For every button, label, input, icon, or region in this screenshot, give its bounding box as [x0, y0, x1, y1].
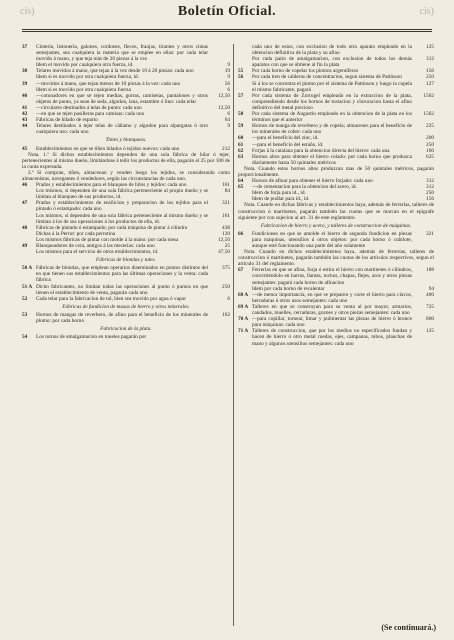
entry-number: 43 — [22, 117, 28, 124]
entry-number: 46 — [22, 182, 28, 189]
entry-number: 65 — [238, 184, 244, 191]
tariff-entry — [22, 146, 230, 152]
page-title: Boletín Oficial. — [177, 4, 277, 19]
entry-text: Por cada sistema de Zorrogel empleado en la extraccion de la plata, comprendiendo desde los hornos de tostacion y cloruracion hasta el afino definitivo del metal precioso — [252, 92, 412, 111]
entry-text: —en que se tejen pasilleras para camisas: cada uno — [36, 111, 145, 118]
tariff-entry — [238, 44, 434, 56]
tariff-entry — [238, 292, 434, 304]
tariff-entry — [238, 81, 434, 93]
entry-amount: 321 — [222, 200, 230, 207]
entry-number: 57 — [238, 92, 244, 99]
tariff-entry — [238, 328, 434, 346]
entry-text: Por cada horno de copelar los plomos argentíferos — [252, 68, 359, 75]
entry-text: —para el beneficio del zinc, id. — [252, 135, 319, 142]
entry-amount: 9 — [227, 62, 230, 69]
entry-amount: 156 — [426, 68, 434, 75]
entry-amount: 9 — [227, 74, 230, 81]
tariff-entry — [22, 312, 230, 324]
entry-amount: 84 — [224, 188, 230, 195]
tariff-entry — [238, 154, 434, 166]
section-heading: Tintes y blanqueos. — [105, 137, 147, 144]
entry-number: 40 — [22, 92, 28, 99]
entry-text: —para copillar, tornear, limar y pulimentar las piezas de hierro ó bronce para máquinas: cada uno — [252, 316, 412, 329]
entry-number: 64 — [238, 178, 244, 185]
entry-amount: 160 — [426, 147, 434, 154]
note-paragraph: Nota. Cuando en dichos establecimientos haya, además de ferrerías, talleres de construccion ó martinetes, pagarán también las cuotas de los artículos respectivos, segun el artículo 31 del reglamento. — [238, 249, 434, 268]
entry-amount: 64 — [224, 117, 230, 124]
entry-number: 53 — [22, 311, 28, 318]
header-ghost-right: cis) — [419, 6, 434, 17]
entry-number: 44 — [22, 123, 28, 130]
tariff-entry — [238, 111, 434, 123]
entry-text: Idem si es movido por otra cualquiera fuerza, id. — [36, 74, 139, 81]
entry-amount: 312 — [426, 184, 434, 191]
page-header — [20, 4, 434, 26]
entry-text: Fábricas de blondas, que emplean operarios diseminados en puntos distintos del en que tienen sus establecimientos para las últimas operaciones y la venta: cada fábrica — [36, 265, 208, 284]
entry-amount: 438 — [222, 224, 230, 231]
entry-text: Por cada patio de amalgamacion, con exclusion de todos los demás aparatos con que se obtiene al fin la plata — [252, 56, 412, 69]
entry-text: Idem si es movido por otra cualquiera fuerza — [36, 86, 131, 93]
entry-text: —de cementacion para la obtencion del acero, id. — [252, 184, 357, 191]
entry-text: Establecimientos en que se tiñen hilados ó tejidos nuevos: cada uno — [36, 145, 180, 152]
entry-amount: 161 — [222, 182, 230, 189]
top-rule-2 — [22, 31, 432, 32]
tariff-entry — [238, 93, 434, 111]
entry-number: 63 — [238, 153, 244, 160]
entry-amount: 19 — [224, 68, 230, 75]
entry-amount: 161 — [222, 212, 230, 219]
entry-number: 37 — [22, 44, 28, 50]
entry-number: 66 — [238, 230, 244, 237]
tariff-entry — [22, 123, 230, 135]
entry-text: Hornos de mangas de reverbero, de afino para el beneficio de los minerales de plomo: por cada horno — [36, 311, 208, 325]
entry-text: Prados y establecimientos para el blanqueo de hilos y tejidos: cada uno — [36, 182, 187, 189]
entry-text: Los mismos fábricas de pintar con molde á la mano: por cada mesa — [36, 236, 179, 243]
entry-number: 70 A — [238, 316, 249, 323]
left-column — [22, 44, 230, 624]
entry-amount: 312 — [426, 56, 434, 63]
entry-text: —cotonadores en que se tejen medias, gorras, camisetas, pantalones y otros objetos de punto, ya sean de seda, algodon, lana, estambre ó lino: cada telar — [36, 92, 208, 105]
entry-text: Fábricas de hilado de esparto — [36, 117, 98, 124]
entry-text: Forjas á la catalana para la obtencion directa del hierro: cada una — [252, 147, 390, 154]
entry-number: 54 — [22, 334, 28, 341]
entry-number: 68 A — [238, 291, 249, 298]
section-heading: Fabricacion de la plata. — [100, 326, 152, 333]
tariff-entry — [238, 316, 434, 328]
entry-number: 48 — [22, 224, 28, 231]
entry-text: Idem el movido por cualquiera otra fuerza, id. — [36, 62, 134, 69]
tariff-entry — [238, 123, 434, 135]
entry-amount: 12,50 — [218, 236, 230, 243]
entry-text: Blanqueadores de cera, amigos á las mecerías: cada uno — [36, 243, 155, 249]
entry-amount: 250 — [426, 190, 434, 197]
entry-text: Si á los se concentra el plomo por el sistema de Pattinson y luego la copela el mismo fabricante, pagará — [252, 80, 412, 93]
entry-amount: 200 — [426, 135, 434, 142]
entry-number: 62 — [238, 147, 244, 154]
entry-text: —para el beneficio del estaño, id. — [252, 141, 324, 148]
entry-text: Los mismos, si dependen de una sola fábrica perteneciente al mismo dueño y se limitan á los de sus operaciones á los productos de ella, id. — [36, 212, 208, 225]
entry-text: Telares movidos á mano, que tejan á la vez desde 10 á 20 piezas: cada uno — [36, 68, 194, 75]
entry-text: Talleres de construccion, que por los medios no especificados fundan y hacen de hierro ó otro metal ruedas, ejes, campanas, tubos, planchas de mano y algunos utensilios semejantes: cada uno — [252, 328, 412, 347]
entry-number: 55 — [238, 68, 244, 75]
entry-number: 71 A — [238, 328, 249, 335]
entry-amount: 250 — [222, 283, 230, 290]
entry-text: —movidos á mano, que tejan menos de 10 piezas á la vez: cada uno — [36, 80, 181, 87]
tariff-entry — [22, 296, 230, 302]
note-paragraph: Nota. 1.ª Si dichos establecimientos dependen de una sola fábrica de hilar ó tejer, pertenecientes al mismo dueño, limitándose á teñir los productos de ella, pagarán el 25 por 100 de la cuota expresada. — [22, 151, 230, 170]
entry-text: Los mismos para el servicio de otros establecimientos, id. — [36, 249, 159, 256]
entry-text: Fábricas de pintado ó estampado; por cada máquina de pintar á cilindro — [36, 224, 188, 231]
entry-text: Ferrerías en que se afina, forja ó estira el hierro con martinetes ó cilindros, convirtiéndolo en barras, llantas, tochos, chapas, flejes, aros y otros piezas semejantes: pagará cada horno de afinacion — [252, 267, 412, 286]
entry-amount: 1562 — [423, 92, 434, 99]
tariff-entry — [22, 93, 230, 105]
entry-amount: 120 — [222, 230, 230, 237]
entry-number: 42 — [22, 111, 28, 118]
entry-text: —de menor importancia, en que se preparen y corte el hierro para clavos, herraduras ú otros usos semejantes: cada uno — [252, 291, 412, 304]
entry-text: Cintería, listonería, galones, cordones, flecos, franjas, tirantes y otros cintas semejantes, sea cualquiera la materia que se emplee en ellas: por cada telar movido á mano, y que teja más de 20 piezas á la vez — [36, 44, 208, 63]
entry-amount: 800 — [426, 316, 434, 323]
entry-number: 69 A — [238, 303, 249, 310]
entry-text: Idem de pudlar para id., id. — [252, 196, 310, 203]
entry-text: Telares destinados á tejer telas de cáñamo y algodon para alpargatas ú otro cualquiera uso: cada uno — [36, 123, 208, 136]
tariff-entry — [22, 200, 230, 212]
entry-number: 47 — [22, 200, 28, 207]
entry-amount: 375 — [222, 265, 230, 272]
entry-number: 50 A — [22, 265, 33, 272]
header-ghost-left: cis) — [20, 6, 35, 17]
entry-amount: 400 — [426, 291, 434, 298]
entry-text: Hornos altos para obtener el hierro colado: por cada horno que produzca diariamente hasta 50 quintales métricos — [252, 153, 412, 166]
top-rule — [22, 29, 432, 30]
entry-text: Talleres en que se construyan para su venta al por mayor, armarios, candados, muelles, cerraduras, goznes y otros piezas semejantes: cada uno — [252, 303, 412, 317]
entry-text: Dichas á la Perrot: por cada perrotina — [36, 230, 116, 237]
tariff-entry — [22, 213, 230, 225]
entry-amount: 1562 — [423, 111, 434, 118]
tariff-entry — [22, 44, 230, 62]
tariff-entry — [238, 304, 434, 316]
entry-number: 52 — [22, 295, 28, 302]
tariff-entry — [22, 334, 230, 340]
continued-note: (Se continuará.) — [381, 623, 436, 632]
tariff-entry — [22, 188, 230, 200]
entry-text: Los tornos de amalgamacion en toneles pagarán por — [36, 334, 147, 341]
note-paragraph: 2.ª Si compran, tiñen, almacenan y venden luego los tejidos, se considerarán como almacenistas, navegantes ó vendedores, según las circunstancias de cada uno. — [22, 169, 230, 182]
entry-text: Idem por cada horno de recalentar — [252, 285, 325, 292]
section-heading: Fábricas de blondas y tules. — [96, 257, 156, 264]
entry-text: Dicho fabricantes, no limitan todas las operaciones al punto ó puntos en que tienen el establecimiento de venta, pagarán cada uno — [36, 283, 208, 296]
entry-number: 61 — [238, 141, 244, 148]
right-column — [238, 44, 434, 624]
entry-amount: 225 — [426, 123, 434, 130]
entry-amount: 125 — [426, 44, 434, 50]
entry-amount: 12,50 — [218, 104, 230, 111]
entry-amount: 6 — [227, 295, 230, 302]
entry-number: 67 — [238, 267, 244, 274]
entry-text: Los mismos, si dependen de una sola fábrica perteneciente al propio dueño y se limitan al blanqueo de sus productos, id. — [36, 188, 208, 201]
entry-amount: 725 — [426, 303, 434, 310]
entry-amount: 125 — [426, 328, 434, 335]
entry-amount: 47,50 — [218, 249, 230, 256]
tariff-entry — [238, 231, 434, 249]
tariff-entry — [22, 284, 230, 296]
entry-amount: 9 — [227, 123, 230, 130]
entry-text: Fundiciones en que se amolde el hierro de segunda fundicion en piezas para máquinas, utensilios ú otros objetos: por cada horno ó cubilote, aunque esté funcionando una parte del año solamente — [252, 230, 412, 249]
entry-amount: 56 — [224, 80, 230, 87]
tariff-entry — [238, 267, 434, 285]
tariff-entry — [22, 249, 230, 255]
tariff-entry — [238, 56, 434, 68]
section-heading: Fábricas de fundicion de masas de hierro y otros minerales. — [62, 303, 190, 310]
entry-text: cada uno de estos, con exclusion de todo otro aparato empleado en la obtencion definitiva de la plata y su afino — [252, 44, 412, 57]
entry-amount: 250 — [426, 74, 434, 81]
entry-text: Hornos de manga de reverbero y de copela; almacenes para el beneficio de los minerales de cobre: cada uno — [252, 123, 412, 136]
entry-amount: 321 — [426, 230, 434, 237]
column-divider — [233, 44, 234, 626]
section-heading: Fabricacion de hierro y acero, y talleres de construccion de máquinas. — [260, 222, 412, 229]
entry-number: 39 — [22, 80, 28, 87]
entry-amount: 156 — [426, 196, 434, 203]
entry-number: 58 — [238, 111, 244, 118]
entry-number: 56 — [238, 74, 244, 81]
entry-text: Por cada tren de calderas de concentracion, segun sistema de Pattinson — [252, 74, 402, 81]
entry-amount: 94 — [428, 285, 434, 292]
entry-text: Por cada sistema de Augustin empleado en la obtencion de la plata en los términos que el anterior — [252, 111, 412, 124]
note-paragraph: Nota. Cuando estos hornos altos produzcan mas de 50 quintales métricos, pagarán proporcionalmente. — [238, 165, 434, 178]
entry-number: 59 — [238, 123, 244, 130]
note-paragraph: Nota. Cuando en dichas fábricas y establecimientos haya, además de ferrerías, talleres de construccion ó martinetes, pagarán también las cuotas que se marcan en el epígrafe siguiente por con sujecion al art. 31 de este reglamento. — [238, 202, 434, 221]
entry-amount: 312 — [426, 178, 434, 185]
entry-text: Idem de forja para id., id. — [252, 190, 306, 197]
entry-amount: 25 — [224, 243, 230, 249]
entry-amount: 212 — [222, 145, 230, 152]
entry-number: 60 — [238, 135, 244, 142]
entry-amount: 127 — [426, 80, 434, 87]
tariff-entry — [22, 265, 230, 283]
entry-number: 38 — [22, 68, 28, 75]
entry-number: 45 — [22, 145, 28, 152]
entry-amount: 6 — [227, 111, 230, 118]
entry-amount: 162 — [222, 311, 230, 318]
entry-text: —circulares destinados á telas de punto: cada uno — [36, 104, 142, 111]
entry-number: 51 A — [22, 283, 33, 290]
entry-amount: 625 — [426, 153, 434, 160]
entry-text: Hornos de afinar para obtener el hierro forjado: cada uno — [252, 178, 373, 185]
entry-text: Cada telar para la fabricacion de tul, bien sea movido por agua ó vapor — [36, 295, 187, 302]
entry-amount: 6 — [227, 86, 230, 93]
entry-amount: 250 — [426, 141, 434, 148]
entry-number: 49 — [22, 243, 28, 249]
entry-amount: 188 — [426, 267, 434, 274]
entry-number: 41 — [22, 104, 28, 111]
entry-text: Prados y establecimientos de ensilicion y preparacion de los tejidos para el pintado ó estampado: cada uno — [36, 200, 208, 213]
entry-amount: 12,50 — [218, 92, 230, 99]
